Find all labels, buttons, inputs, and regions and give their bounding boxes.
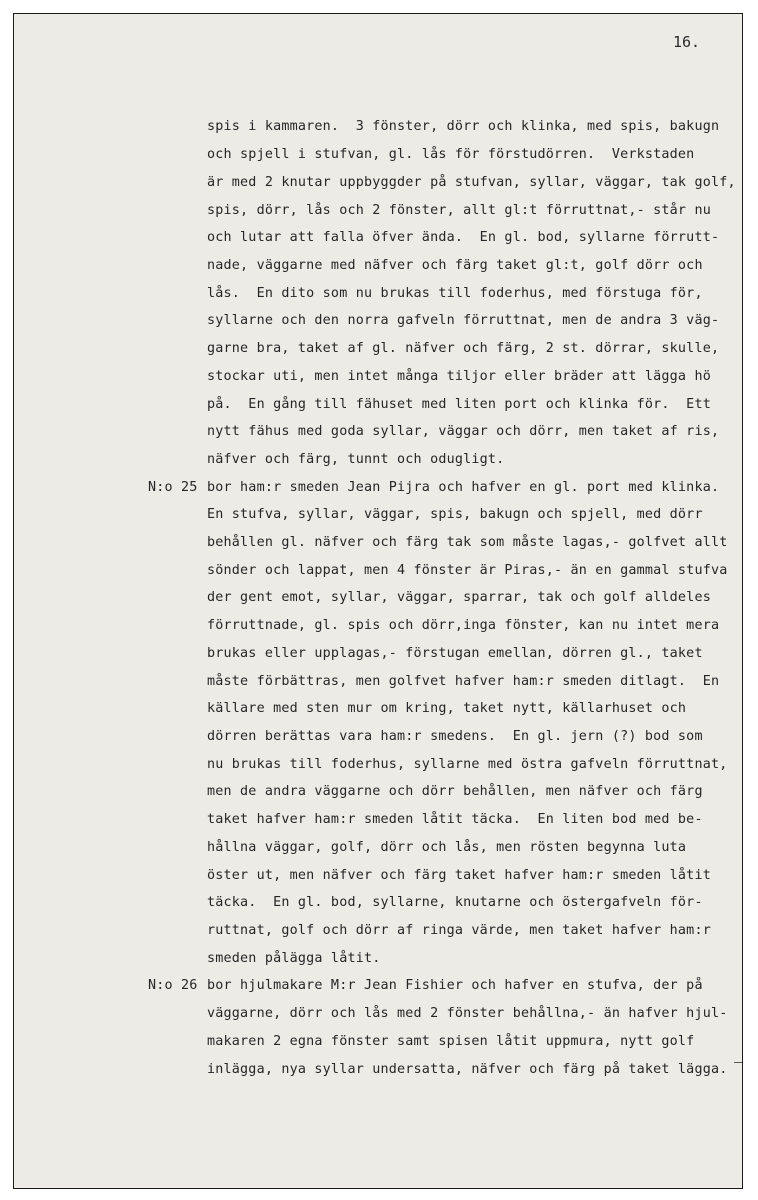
text-line: täcka. En gl. bod, syllarne, knutarne och östergafveln för- xyxy=(207,895,703,910)
text-line: väggarne, dörr och lås med 2 fönster behållna,- än hafver hjul- xyxy=(207,1006,728,1021)
text-line: nu brukas till foderhus, syllarne med östra gafveln förruttnat, xyxy=(207,757,728,772)
text-line: bor ham:r smeden Jean Pijra och hafver en gl. port med klinka. xyxy=(207,480,720,495)
text-line: men de andra väggarne och dörr behållen, men näfver och färg xyxy=(207,784,703,799)
entry-number-label: N:o 26 xyxy=(148,978,198,993)
text-line: på. En gång till fähuset med liten port och klinka för. Ett xyxy=(207,397,711,412)
text-line: garne bra, taket af gl. näfver och färg, 2 st. dörrar, skulle, xyxy=(207,341,720,356)
text-line: stockar uti, men intet många tiljor eller bräder att lägga hö xyxy=(207,369,711,384)
text-line: förruttnade, gl. spis och dörr,inga fönster, kan nu intet mera xyxy=(207,618,720,633)
text-line: och spjell i stufvan, gl. lås för förstudörren. Verkstaden xyxy=(207,147,695,162)
text-line: nade, väggarne med näfver och färg taket gl:t, golf dörr och xyxy=(207,258,703,273)
text-line: inlägga, nya syllar undersatta, näfver och färg på taket lägga. xyxy=(207,1062,728,1077)
text-line: måste förbättras, men golfvet hafver ham:r smeden ditlagt. En xyxy=(207,674,720,689)
entry-number-label: N:o 25 xyxy=(148,480,198,495)
text-line: dörren berättas vara ham:r smedens. En gl. jern (?) bod som xyxy=(207,729,703,744)
text-line: hållna väggar, golf, dörr och lås, men rösten begynna luta xyxy=(207,840,687,855)
text-line: näfver och färg, tunnt och odugligt. xyxy=(207,452,505,467)
text-line: En stufva, syllar, väggar, spis, bakugn och spjell, med dörr xyxy=(207,507,703,522)
text-line: öster ut, men näfver och färg taket hafver ham:r smeden låtit xyxy=(207,868,711,883)
text-line: ruttnat, golf och dörr af ringa värde, men taket hafver ham:r xyxy=(207,923,711,938)
margin-dash-mark xyxy=(734,1062,742,1063)
text-line: der gent emot, syllar, väggar, sparrar, tak och golf alldeles xyxy=(207,590,711,605)
text-line: smeden pålägga låtit. xyxy=(207,951,381,966)
text-line: makaren 2 egna fönster samt spisen låtit uppmura, nytt golf xyxy=(207,1034,695,1049)
text-line: nytt fähus med goda syllar, väggar och dörr, men taket af ris, xyxy=(207,424,720,439)
text-line: är med 2 knutar uppbyggder på stufvan, syllar, väggar, tak golf, xyxy=(207,175,736,190)
text-line: källare med sten mur om kring, taket nytt, källarhuset och xyxy=(207,701,687,716)
text-line: sönder och lappat, men 4 fönster är Piras,- än en gammal stufva xyxy=(207,563,728,578)
text-line: bor hjulmakare M:r Jean Fishier och hafver en stufva, der på xyxy=(207,978,703,993)
text-line: lås. En dito som nu brukas till foderhus, med förstuga för, xyxy=(207,286,703,301)
text-line: taket hafver ham:r smeden låtit täcka. En liten bod med be- xyxy=(207,812,703,827)
page-number: 16. xyxy=(673,33,701,51)
text-line: och lutar att falla öfver ända. En gl. bod, syllarne förrutt- xyxy=(207,230,720,245)
text-line: syllarne och den norra gafveln förruttnat, men de andra 3 väg- xyxy=(207,313,720,328)
text-line: spis, dörr, lås och 2 fönster, allt gl:t förruttnat,- står nu xyxy=(207,203,711,218)
text-line: behållen gl. näfver och färg tak som måste lagas,- golfvet allt xyxy=(207,535,728,550)
text-line: spis i kammaren. 3 fönster, dörr och klinka, med spis, bakugn xyxy=(207,119,720,134)
text-line: brukas eller upplagas,- förstugan emellan, dörren gl., taket xyxy=(207,646,703,661)
